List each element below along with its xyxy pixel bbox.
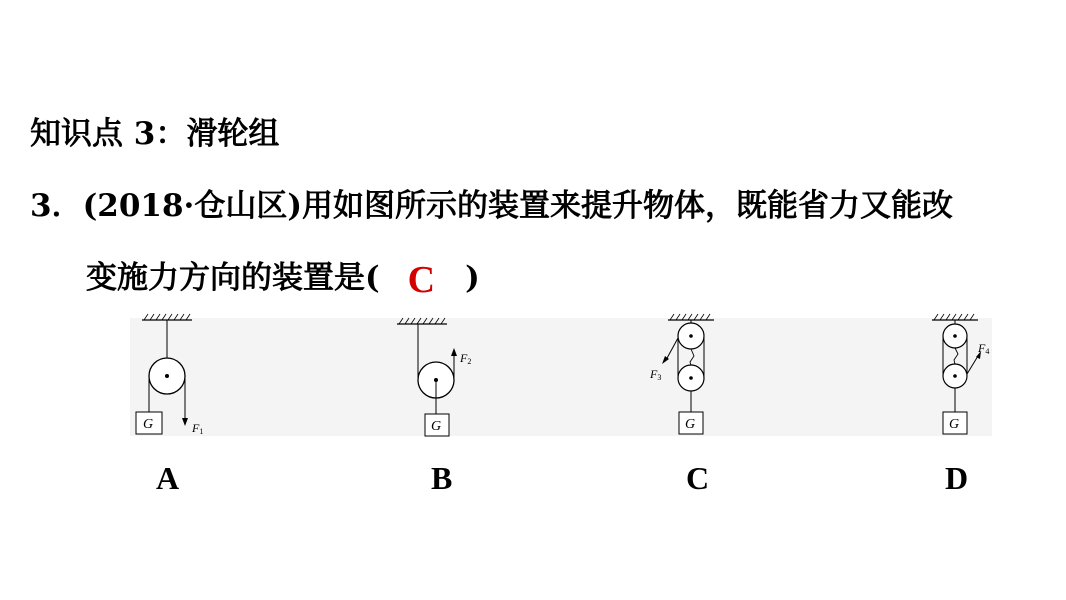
force-sub-a: 1 <box>199 427 204 436</box>
question-number: 3． <box>30 188 83 224</box>
weight-label-a: G <box>143 417 154 432</box>
section-heading: 知识点 3：滑轮组 <box>30 116 280 152</box>
answer-letter: C <box>407 259 436 301</box>
option-label-b: B <box>431 460 453 496</box>
option-label-a: A <box>156 460 180 496</box>
question-text-1: 用如图所示的装置来提升物体，既能省力又能改 <box>302 188 953 224</box>
force-sub-c: 3 <box>657 373 662 382</box>
force-sub-b: 2 <box>467 357 472 366</box>
question-line-2 <box>86 252 480 302</box>
figure-background <box>130 318 992 436</box>
question-source: (2018·仓山区) <box>82 188 302 224</box>
force-label-d: F <box>978 341 986 355</box>
figure-b-movable-pulley <box>395 308 495 448</box>
figure-c-pulley-block <box>648 308 738 448</box>
figure-a-fixed-pulley <box>130 308 220 448</box>
question-text-2: 变施力方向的装置是( <box>86 260 380 296</box>
close-paren: ) <box>465 260 480 296</box>
svg-text:F3 <box>649 367 661 382</box>
force-sub-d: 4 <box>985 347 990 356</box>
figure-d-pulley-block <box>912 308 1012 448</box>
svg-text:F2 <box>459 351 471 366</box>
question-line-1 <box>30 180 953 225</box>
weight-label-b: G <box>431 419 442 434</box>
option-label-c: C <box>686 460 710 496</box>
force-label-b: F <box>460 351 468 365</box>
force-label-c: F <box>650 367 658 381</box>
svg-text:F1 <box>191 421 203 436</box>
svg-text:F4 <box>977 341 989 356</box>
weight-label-d: G <box>949 417 960 432</box>
option-label-d: D <box>945 460 969 496</box>
force-label-a: F <box>192 421 200 435</box>
weight-label-c: G <box>685 417 696 432</box>
